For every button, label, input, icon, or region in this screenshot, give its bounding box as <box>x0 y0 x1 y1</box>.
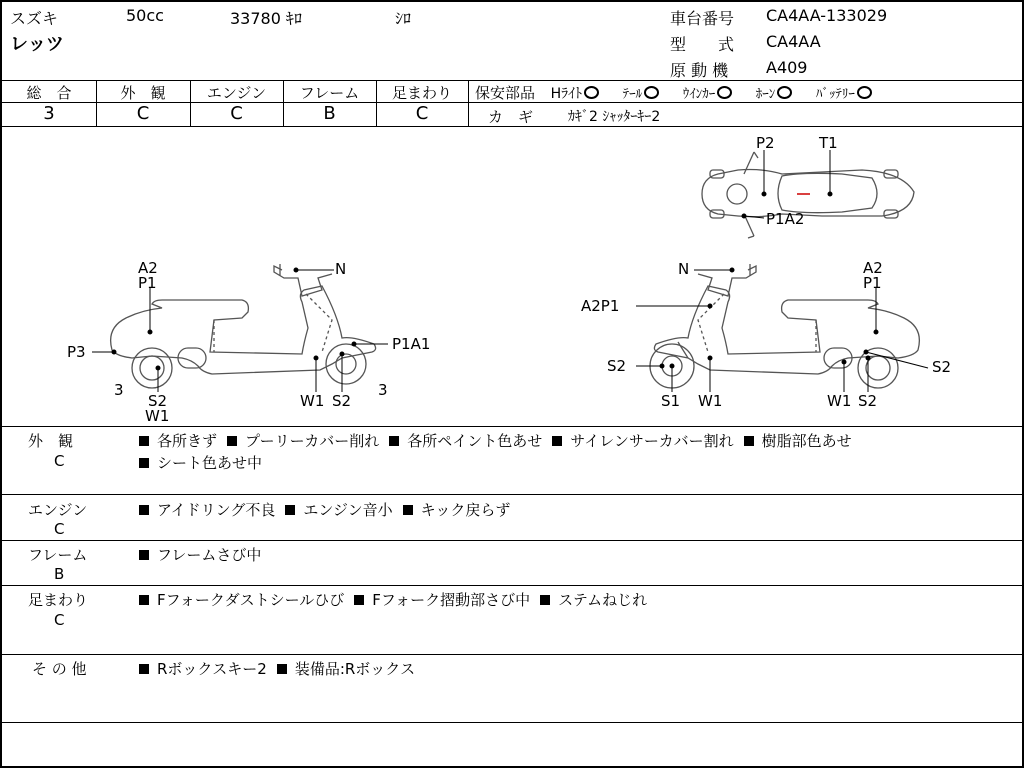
section-frame-label: フレーム <box>28 546 88 564</box>
bullet-icon <box>227 436 237 446</box>
diagram-label: S2 <box>332 392 352 410</box>
diagram-label: S2 <box>148 392 168 410</box>
section-suspension-line: Fフォークダストシールひび Fフォーク摺動部さび中 ステムねじれ <box>139 589 647 610</box>
diagram-label: P1A2 <box>766 210 805 228</box>
divider <box>468 80 469 126</box>
bullet-icon <box>354 595 364 605</box>
diagram-label: 3 <box>378 381 388 399</box>
diagram-label: S2 <box>932 358 952 376</box>
section-engine-label: エンジン <box>28 501 88 519</box>
bullet-icon <box>744 436 754 446</box>
diagram-label: P2 <box>756 134 775 152</box>
check-circle-icon <box>857 86 872 99</box>
check-circle-icon <box>644 86 659 99</box>
engine-label: 原 動 機 <box>670 61 729 80</box>
diagram-label: W1 <box>300 392 325 410</box>
safety-item-horn: ﾎｰﾝ <box>756 87 793 102</box>
color: ｼﾛ <box>395 9 412 28</box>
section-frame-line: フレームさび中 <box>139 544 261 565</box>
check-circle-icon <box>584 86 599 99</box>
grade-frame-value: B <box>323 103 336 124</box>
engine-value: A409 <box>766 58 808 77</box>
divider <box>2 722 1024 723</box>
type-label: 型 式 <box>670 35 735 54</box>
mileage: 33780 ｷﾛ <box>230 9 302 28</box>
divider <box>2 540 1024 541</box>
frame-no-label: 車台番号 <box>670 9 735 28</box>
safety-item-headlight: Hﾗｲﾄ <box>551 86 600 102</box>
safety-parts <box>475 82 872 103</box>
section-engine-line: アイドリング不良 エンジン音小 キック戻らず <box>139 499 510 520</box>
diagram-label: P3 <box>67 343 86 361</box>
safety-item-winker: ｳｲﾝｶｰ <box>683 87 733 102</box>
diagram-label: S2 <box>607 357 627 375</box>
divider <box>2 426 1024 427</box>
section-frame-grade: B <box>54 565 65 583</box>
key-value: ｶｷﾞ2 ｼｬｯﾀｰｷｰ2 <box>568 109 661 125</box>
bullet-icon <box>277 664 287 674</box>
maker: スズキ <box>10 9 59 28</box>
section-other-label: そ の 他 <box>32 660 87 678</box>
section-exterior-label: 外 観 <box>28 432 74 450</box>
bullet-icon <box>139 505 149 515</box>
section-other-line: Rボックスキー2 装備品:Rボックス <box>139 658 415 679</box>
scooter-top-view <box>702 152 914 238</box>
bullet-icon <box>389 436 399 446</box>
grade-engine-value: C <box>230 103 243 124</box>
diagram-label: N <box>335 260 347 278</box>
diagram-label: S1 <box>661 392 681 410</box>
diagram-label: T1 <box>819 134 838 152</box>
section-exterior-line: シート色あせ中 <box>139 452 262 473</box>
diagram-label: W1 <box>145 407 170 424</box>
grade-suspension-label: 足まわり <box>391 84 452 102</box>
bullet-icon <box>139 664 149 674</box>
divider <box>2 80 1024 81</box>
section-suspension-grade: C <box>54 611 65 629</box>
diagram-label: P1A1 <box>392 335 431 353</box>
grade-exterior-value: C <box>136 103 150 124</box>
grade-overall-value: 3 <box>43 103 55 124</box>
bullet-icon <box>540 595 550 605</box>
key-label: カ ギ <box>488 108 534 126</box>
section-exterior-line: 各所きず プーリーカバー削れ 各所ペイント色あせ サイレンサーカバー割れ 樹脂部色あせ <box>139 430 852 451</box>
check-circle-icon <box>717 86 732 99</box>
diagram-label: W1 <box>827 392 852 410</box>
safety-item-tail: ﾃｰﾙ <box>623 87 660 102</box>
diagram-label: A2 <box>138 259 158 277</box>
diagram-label: N <box>678 260 690 278</box>
bullet-icon <box>552 436 562 446</box>
diagram-label: 3 <box>114 381 124 399</box>
bullet-icon <box>285 505 295 515</box>
bullet-icon <box>139 550 149 560</box>
bullet-icon <box>139 595 149 605</box>
check-circle-icon <box>777 86 792 99</box>
section-suspension-label: 足まわり <box>28 591 89 609</box>
displacement: 50cc <box>126 6 164 25</box>
grade-exterior-label: 外 観 <box>120 84 166 102</box>
grade-frame-label: フレーム <box>299 84 360 102</box>
diagram-label: P1 <box>863 274 882 292</box>
bullet-icon <box>139 458 149 468</box>
grade-overall-label: 総 合 <box>26 84 72 102</box>
divider <box>2 654 1024 655</box>
model-name: レッツ <box>10 34 64 55</box>
section-engine-grade: C <box>54 520 65 538</box>
diagram-label: A2 <box>863 259 883 277</box>
section-exterior-grade: C <box>54 452 65 470</box>
diagram-label: S2 <box>858 392 878 410</box>
diagram-label: A2P1 <box>581 297 620 315</box>
frame-no-value: CA4AA-133029 <box>766 6 888 25</box>
scooter-diagram <box>2 128 1022 424</box>
bullet-icon <box>139 436 149 446</box>
grade-suspension-value: C <box>415 103 429 124</box>
safety-item-battery: ﾊﾞｯﾃﾘｰ <box>816 87 872 102</box>
bullet-icon <box>403 505 413 515</box>
safety-title: 保安部品 <box>475 84 536 102</box>
grade-engine-label: エンジン <box>206 84 267 102</box>
divider <box>2 585 1024 586</box>
diagram-label: P1 <box>138 274 157 292</box>
divider <box>2 494 1024 495</box>
diagram-label: W1 <box>698 392 723 410</box>
type-value: CA4AA <box>766 32 821 51</box>
